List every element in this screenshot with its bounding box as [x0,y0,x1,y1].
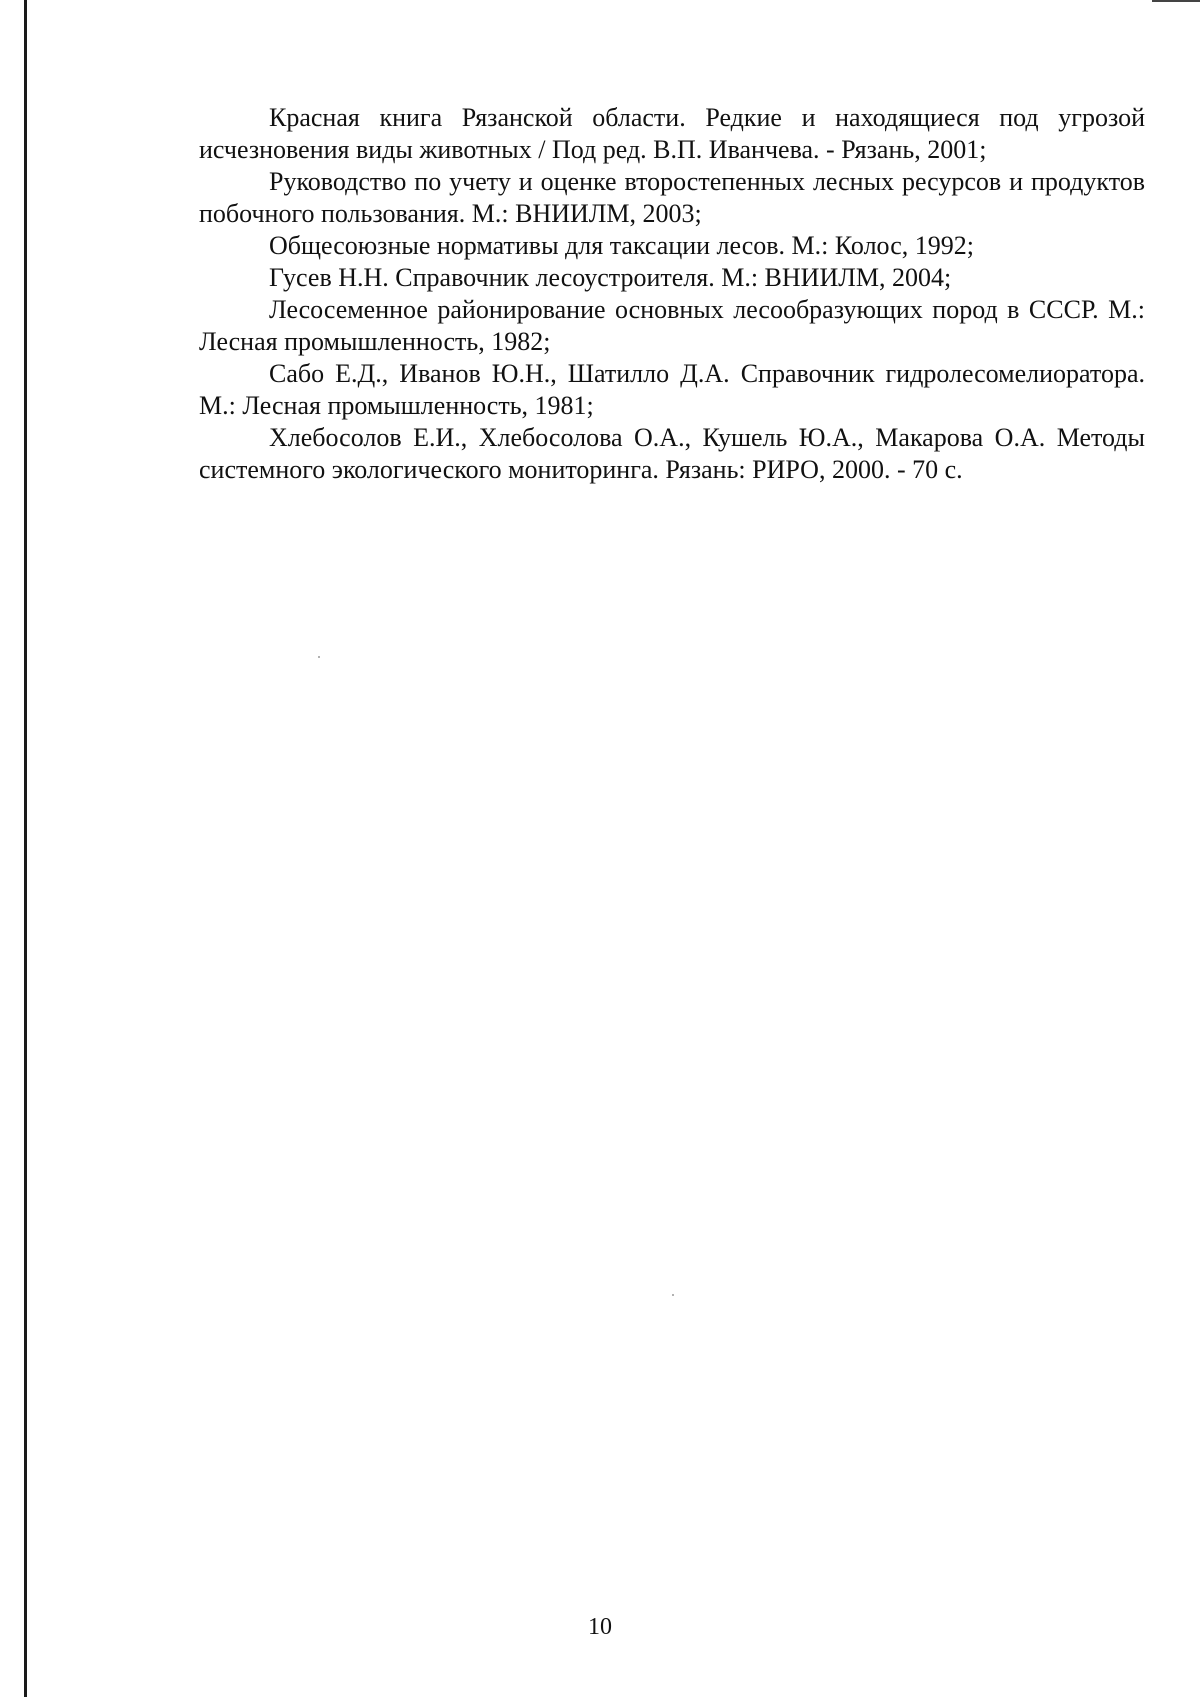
reference-item: Общесоюзные нормативы для таксации лесов. М.: Колос, 1992; [269,231,974,260]
reference-item: Красная книга Рязанской области. Редкие и находящиеся под угрозой исчезновения виды животных / Под ред. В.П. Иванчева. - Рязань, 2001; [199,103,1145,164]
reference-item: Руководство по учету и оценке второстепенных лесных ресурсов и продуктов побочного пользования. М.: ВНИИЛМ, 2003; [199,167,1145,228]
reference-item: Сабо Е.Д., Иванов Ю.Н., Шатилло Д.А. Справочник гидролесомелиоратора. М.: Лесная промышленность, 1981; [199,359,1145,420]
scan-speck [672,1294,674,1296]
scan-top-mark [1152,0,1200,2]
page-number: 10 [588,1614,612,1640]
reference-item: Хлебосолов Е.И., Хлебосолова О.А., Кушель Ю.А., Макарова О.А. Методы системного экологического мониторинга. Рязань: РИРО, 2000. - 70 с. [199,423,1145,484]
reference-item: Гусев Н.Н. Справочник лесоустроителя. М.: ВНИИЛМ, 2004; [269,263,952,292]
scan-left-border [24,0,27,1697]
scan-speck [318,656,320,658]
reference-list [199,102,1145,486]
reference-item: Лесосеменное районирование основных лесообразующих пород в СССР. М.: Лесная промышленность, 1982; [199,295,1145,356]
